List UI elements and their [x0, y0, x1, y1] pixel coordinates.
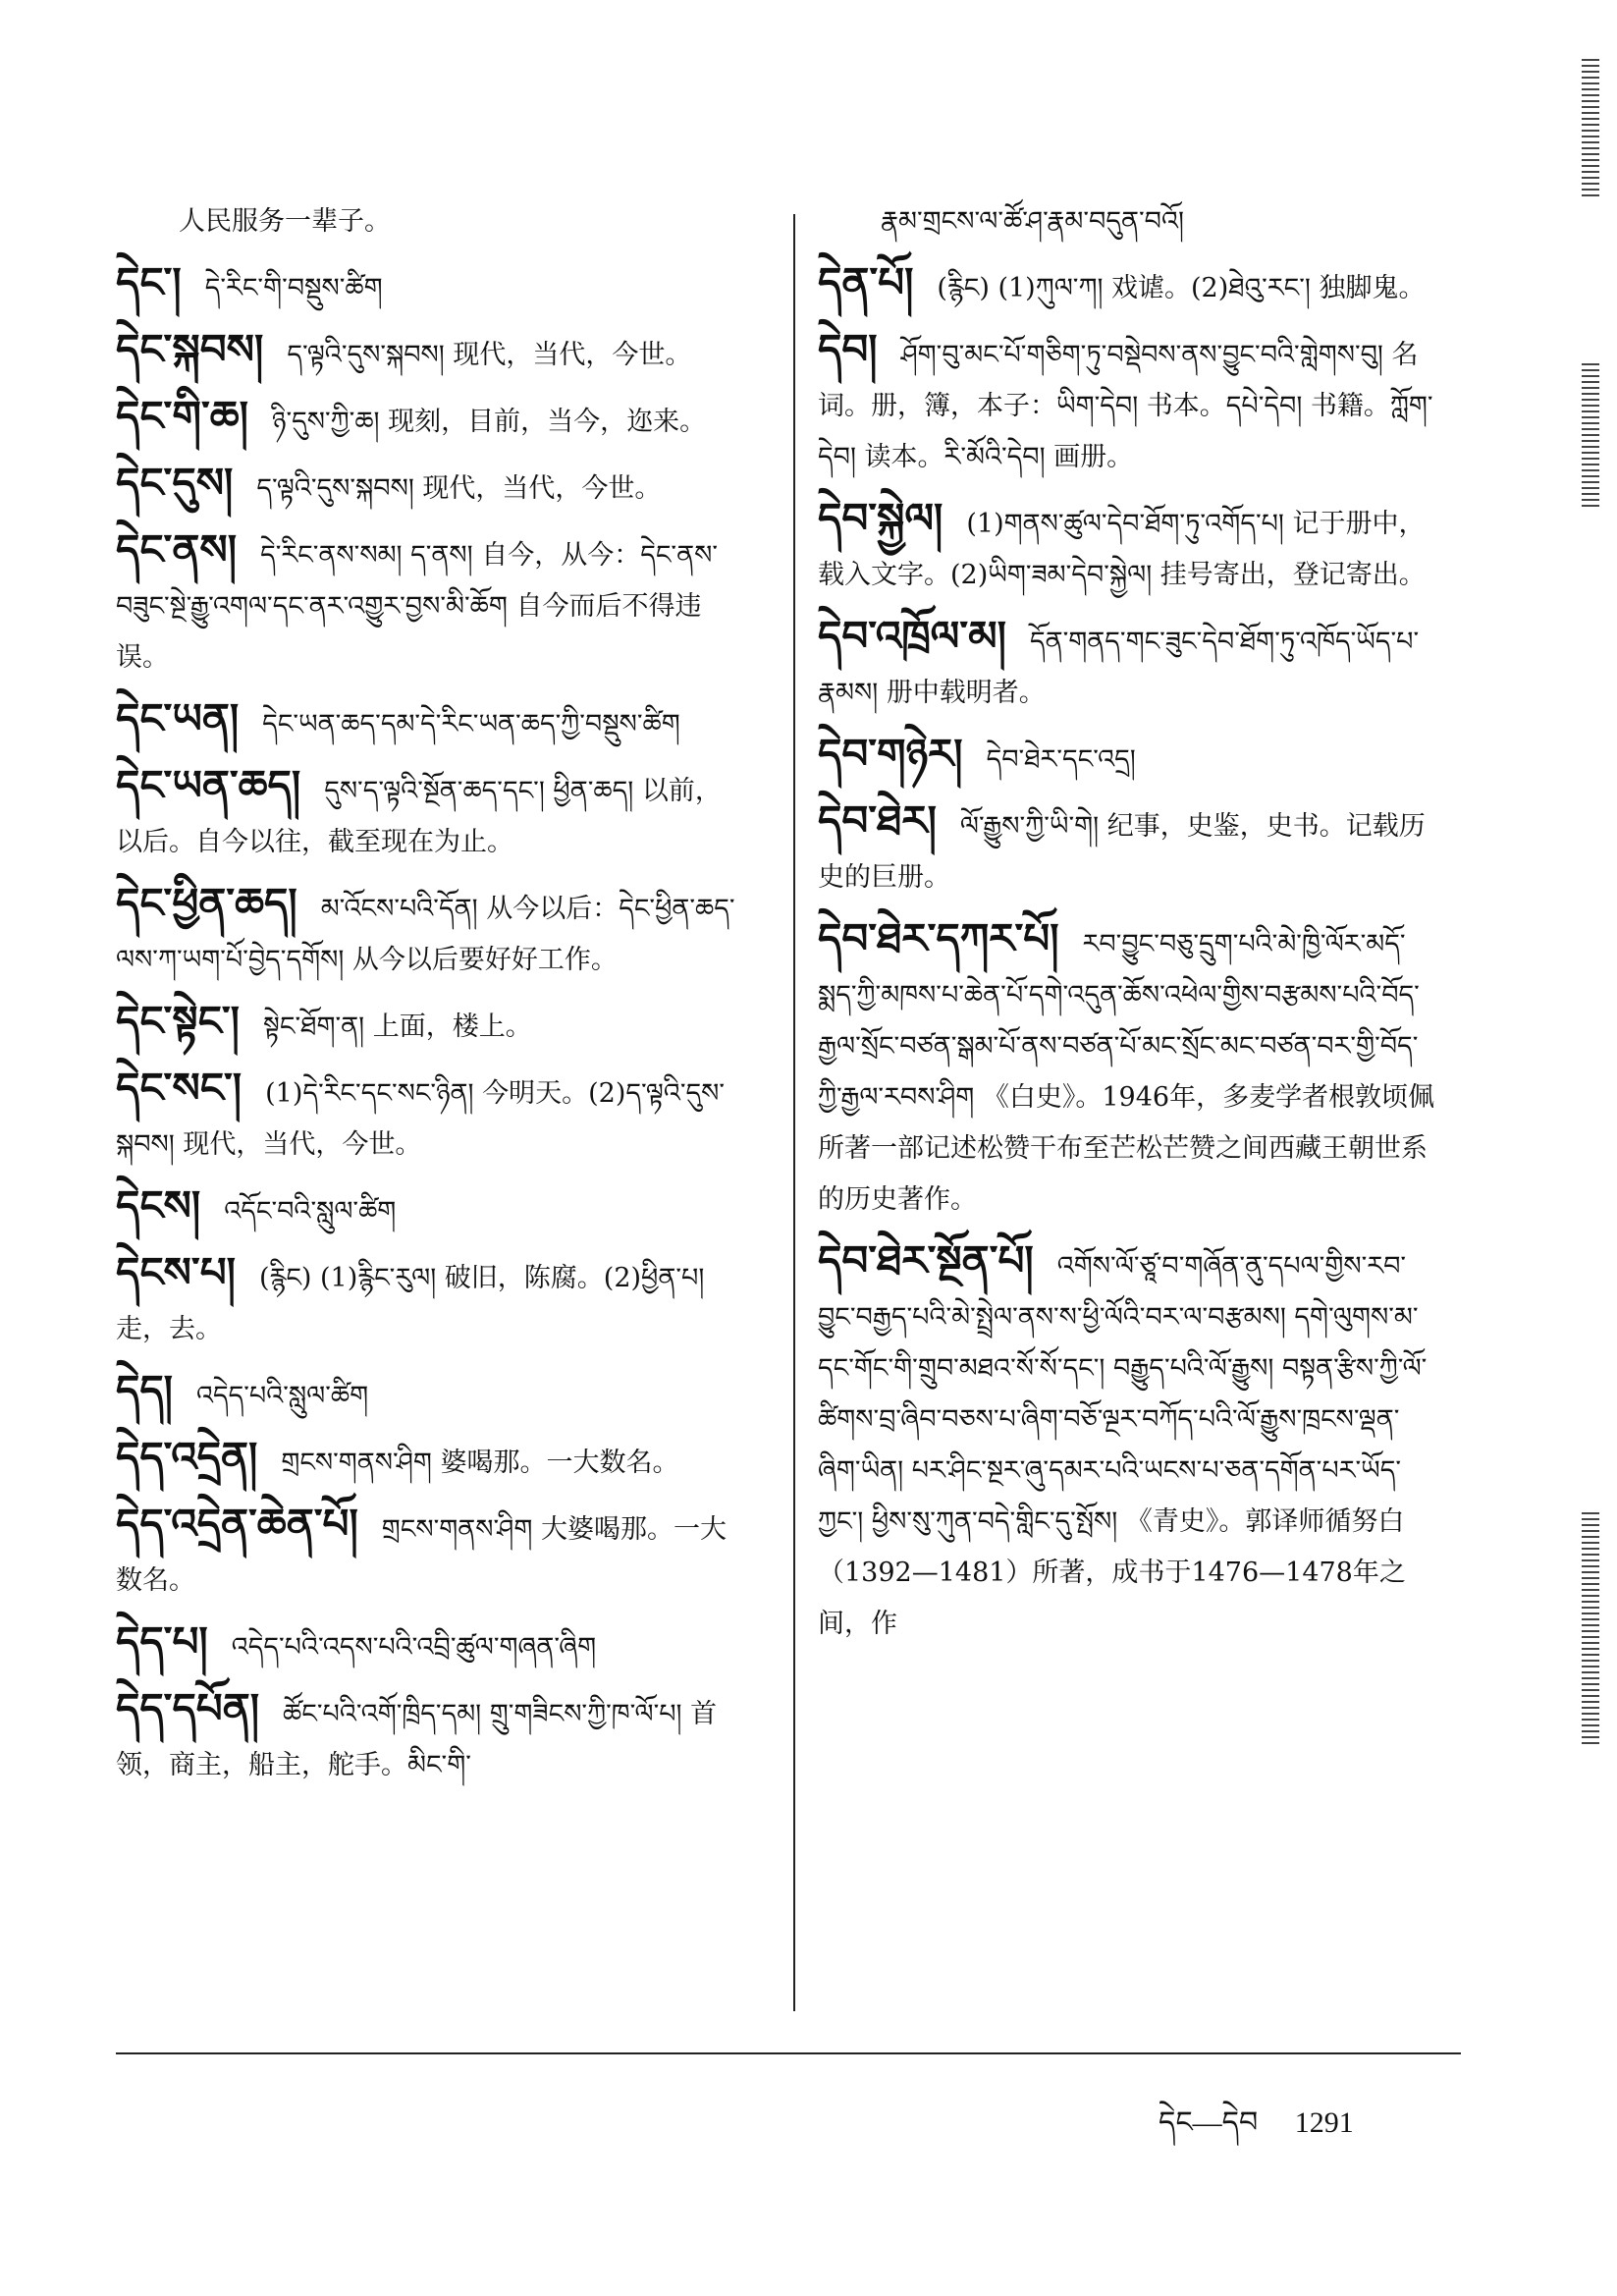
dictionary-entry: [818, 729, 1441, 786]
entry-headword: དེངས།: [116, 1181, 201, 1230]
entry-headword: དེབ་གཉེར།: [818, 730, 963, 778]
page-footer: [1159, 2090, 1383, 2172]
entry-headword: དེང་སྟེང་།: [116, 997, 241, 1045]
entry-definition: དེ་རིང་ནས་སམ། ད་ནས། 自今，从今：དེང་ནས་བཟུང་སྔེ་རྒྱུ་འགལ་དང་ནར་འགྱུར་བྱས་མི་ཆོག 自今而后不得违误。: [116, 540, 718, 673]
dictionary-entry: [116, 524, 739, 683]
entry-definition: གྲངས་གནས་ཤིག 婆喝那。一大数名。: [281, 1448, 679, 1478]
entry-headword: དེབ་སྐྱེལ།: [818, 494, 943, 542]
entry-definition: འདེད་པའི་སླུལ་ཚིག: [195, 1381, 369, 1411]
entry-definition: ཤོག་བུ་མང་པོ་གཅིག་ཏུ་བསྡེབས་ནས་བྱུང་བའི་གླེགས་བུ། 名词。册，簿，本子：ཡིག་དེབ། 书本。དཔེ་དེབ། 书籍。ཀློག་དེབ། 读本。རི་མོའི་དེབ། 画册。: [818, 340, 1433, 472]
dictionary-entry: [116, 996, 739, 1053]
footer-rule: [116, 2052, 1461, 2054]
dictionary-entry: [818, 795, 1441, 903]
entry-definition: མ་འོངས་པའི་དོན། 从今以后：དེང་ཕྱིན་ཆད་ལས་ཀ་ཡག་པོ་བྱེད་དགོས། 从今以后要好好工作。: [116, 894, 735, 975]
entry-definition: སྟེང་ཐོག་ན། 上面，楼上。: [263, 1011, 532, 1042]
entry-headword: དེད་འདྲེན།: [116, 1433, 258, 1481]
dictionary-entry: [116, 1063, 739, 1171]
entry-headword: དེང་།: [116, 258, 182, 306]
entry-definition: ལོ་རྒྱུས་ཀྱི་ཡི་གེ། 纪事，史鉴，史书。记载历史的巨册。: [818, 811, 1426, 893]
dictionary-entry: [818, 611, 1441, 719]
entry-headword: དེང་ནས།: [116, 525, 238, 574]
entry-definition: དེང་ཡན་ཆད་དམ་དེ་རིང་ཡན་ཆད་ཀྱི་བསྡུས་ཚིག: [262, 709, 680, 739]
dictionary-entry: [116, 391, 739, 448]
dictionary-entry: [818, 324, 1441, 483]
entry-headword: དེང་ཡན་ཆད།: [116, 761, 301, 809]
entry-definition: དུས་ད་ལྟའི་སྔོན་ཆད་དང་། ཕྱིན་ཆད། 以前，以后。自今以往，截至现在为止。: [116, 776, 722, 857]
dictionary-entry: [116, 1247, 739, 1355]
dictionary-entry: [116, 1683, 739, 1791]
scan-edge-mark: [1582, 59, 1599, 196]
page-range: དེང—དེབ: [1159, 2106, 1259, 2139]
dictionary-entry: [818, 1235, 1441, 1650]
entry-definition: དེ་རིང་གི་བསྡུས་ཚིག: [204, 273, 383, 303]
entry-definition: འདེད་པའི་འདས་པའི་འབྲི་ཚུལ་གཞན་ཞིག: [231, 1632, 597, 1663]
entry-definition: འདོང་བའི་སླུལ་ཚིག: [224, 1196, 397, 1227]
dictionary-entry: [116, 693, 739, 750]
entry-headword: དེད་འདྲེན་ཆེན་པོ།: [116, 1500, 358, 1548]
entry-definition: ད་ལྟའི་དུས་སྐབས། 现代，当代，今世。: [256, 473, 662, 504]
dictionary-entry: [116, 1499, 739, 1607]
entry-headword: དེབ་ཐེར།: [818, 796, 937, 845]
entry-headword: དེབ་འཁྲོལ་མ།: [818, 612, 1006, 660]
entry-headword: དེང་སང་།: [116, 1064, 243, 1112]
dictionary-entry: [116, 1365, 739, 1422]
entry-definition: འགོས་ལོ་ཙཱ་བ་གཞོན་ནུ་དཔལ་གྱིས་རབ་བྱུང་བརྒྱད་པའི་མེ་སྤྲེལ་ནས་ས་ཕྱི་ལོའི་བར་ལ་བརྩམས། དགེ་ལུགས་མ་དང་གོང་གི་གྲུབ་མཐའ་སོ་སོ་དང་། བརྒྱུད་པའི་ལོ་རྒྱུས། བསྟན་རྩིས་ཀྱི་ལོ་ཚིགས་བྲ་ཞིབ་བཅས་པ་ཞིག་བཅོ་ལྔར་བཀོད་པའི་ལོ་རྒྱུས་ཁྲངས་ལྡན་ཞིག་ཡིན། པར་ཤིང་སྔར་ཞུ་དམར་པའི་ཡངས་པ་ཅན་དགོན་པར་ཡོད་ཀྱང་། ཕྱིས་སུ་ཀུན་བདེ་གླིང་དུ་སྤོས། 《青史》。郭译师循努白（1392—1481）所著，成书于1476—1478年之间，作: [818, 1251, 1428, 1639]
entry-headword: དེད་པ།: [116, 1617, 208, 1666]
dictionary-entry: [116, 1180, 739, 1237]
entry-continuation: རྣམ་གྲངས་ལ་ཚོ་ཤ་རྣམ་བདུན་བའོ།: [881, 206, 1184, 237]
scan-edge-mark: [1582, 1512, 1599, 1748]
entry-continuation: 人民服务一辈子。: [179, 206, 391, 237]
entry-definition: ཚོང་པའི་འགོ་ཁྲིད་དམ། གྲུ་གཟིངས་ཀྱི་ཁ་ལོ་པ། 首领，商主，船主，舵手。མིང་གི་: [116, 1699, 718, 1780]
entry-headword: དེབ།: [818, 325, 878, 373]
column-divider: [793, 214, 795, 2011]
entry-headword: དེད།: [116, 1366, 173, 1414]
entry-definition: ད་ལྟའི་དུས་སྐབས། 现代，当代，今世。: [287, 340, 692, 370]
page-number: 1291: [1294, 2106, 1354, 2139]
scan-edge-mark: [1582, 363, 1599, 511]
dictionary-entry: [116, 760, 739, 868]
entry-headword: དེད་དཔོན།: [116, 1684, 260, 1732]
entry-definition: གྲངས་གནས་ཤིག 大婆喝那。一大数名。: [116, 1514, 727, 1596]
entry-headword: དེང་དུས།: [116, 459, 234, 507]
entry-definition: (རྙིང) (1)ཀུལ་ཀ། 戏谑。(2)ཐེའུ་རང་། 独脚鬼。: [937, 273, 1426, 303]
entry-headword: དེངས་པ།: [116, 1248, 236, 1296]
entry-definition: (1)དེ་རིང་དང་སང་ཉིན། 今明天。(2)ད་ལྟའི་དུས་སྐབས། 现代，当代，今世。: [116, 1078, 726, 1160]
dictionary-entry: [818, 913, 1441, 1226]
entry-definition: དོན་གནད་གང་ཟུང་དེབ་ཐོག་ཏུ་འཁོད་ཡོད་པ་རྣམས། 册中载明者。: [818, 627, 1420, 708]
dictionary-entry: [116, 257, 739, 314]
dictionary-entry: [116, 1432, 739, 1489]
entry-headword: དེང་གི་ཆ།: [116, 392, 248, 440]
dictionary-entry: [116, 878, 739, 986]
entry-definition: རབ་བྱུང་བཅུ་དྲུག་པའི་མེ་ཁྱི་ལོར་མདོ་སྨད་ཀྱི་མཁས་པ་ཆེན་པོ་དགེ་འདུན་ཆོས་འཕེལ་གྱིས་བརྩམས་པའི་བོད་རྒྱལ་སྲོང་བཙན་སྒམ་པོ་ནས་བཙན་པོ་མང་སྲོང་མང་བཙན་བར་གྱི་བོད་ཀྱི་རྒྱལ་རབས་ཤིག 《白史》。1946年，多麦学者根敦顷佩所著一部记述松赞干布至芒松芒赞之间西藏王朝世系的历史著作。: [818, 929, 1435, 1215]
entry-headword: དེང་སྐབས།: [116, 325, 264, 373]
entry-headword: དེན་པོ།: [818, 258, 914, 306]
entry-headword: དེབ་ཐེར་སྔོན་པོ།: [818, 1236, 1034, 1285]
entry-definition: ཉི་དུས་ཀྱི་ཆ། 现刻，目前，当今，迩来。: [272, 407, 707, 437]
dictionary-entry: [116, 324, 739, 381]
entry-headword: དེང་ཡན།: [116, 694, 240, 742]
entry-headword: དེང་ཕྱིན་ཆད།: [116, 879, 297, 927]
left-column: [116, 196, 739, 2023]
entry-headword: དེབ་ཐེར་དཀར་པོ།: [818, 914, 1059, 962]
right-column: [818, 196, 1441, 2023]
entry-definition: (1)གནས་ཚུལ་དེབ་ཐོག་ཏུ་འགོད་པ། 记于册中，载入文字。(2)ཡིག་ཟམ་དེབ་སྐྱེལ། 挂号寄出，登记寄出。: [818, 509, 1426, 590]
entry-definition: དེབ་ཐེར་དང་འདྲ།: [986, 744, 1136, 775]
dictionary-entry: [818, 257, 1441, 314]
dictionary-entry: [116, 1616, 739, 1673]
entry-definition: (རྙིང) (1)རྙིང་རུལ། 破旧，陈腐。(2)ཕྱིན་པ། 走，去。: [116, 1263, 705, 1344]
dictionary-entry: [116, 458, 739, 515]
dictionary-entry: [818, 493, 1441, 601]
